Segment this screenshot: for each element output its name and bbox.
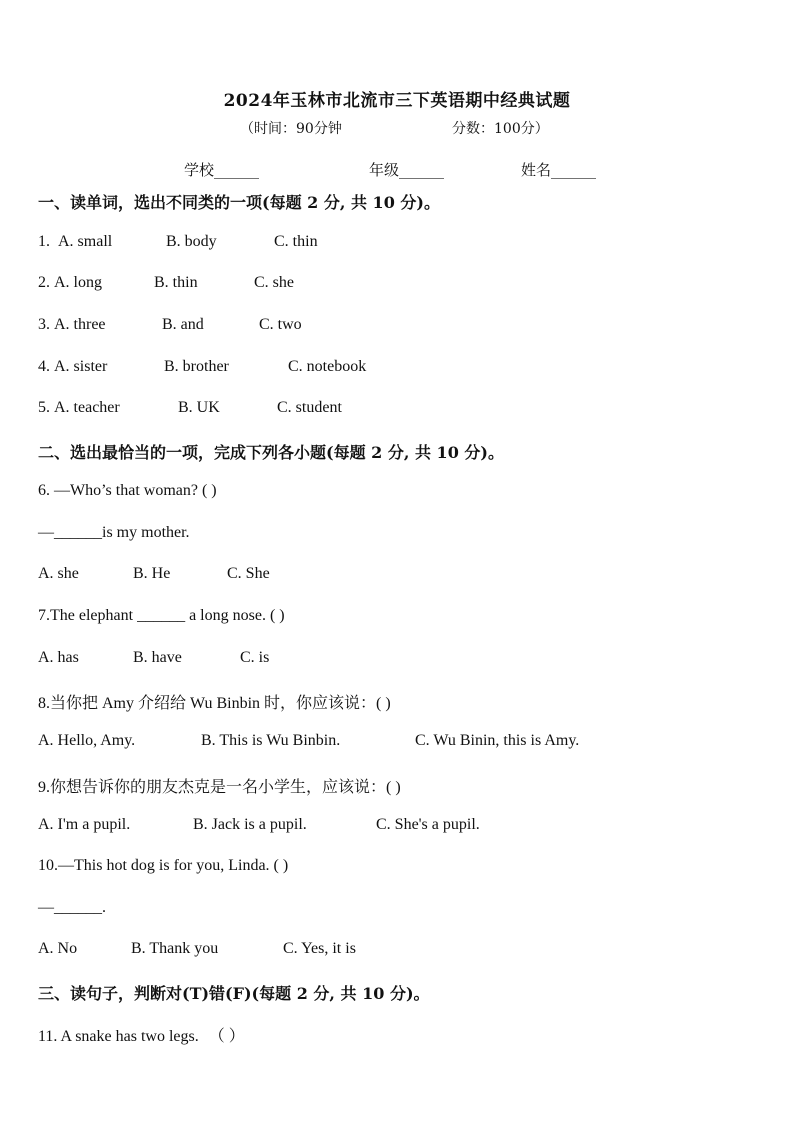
option-c: C. student: [277, 399, 342, 416]
option-c: C. notebook: [288, 358, 367, 375]
option-c: C. Wu Binin, this is Amy.: [415, 732, 580, 749]
option-a: A. three: [54, 316, 106, 333]
option-a: A. teacher: [54, 399, 120, 416]
option-a: A. she: [38, 565, 79, 582]
option-b: B. UK: [178, 399, 220, 416]
school-field: 学校______: [184, 161, 260, 179]
grade-field: 年级______: [369, 161, 445, 179]
option-b: B. thin: [154, 274, 198, 291]
question-6-options: [38, 565, 270, 583]
option-a: A. sister: [54, 358, 108, 375]
question-10-stem: 10.—This hot dog is for you, Linda. ( ): [38, 857, 289, 874]
exam-title: 2024年玉林市北流市三下英语期中经典试题: [223, 91, 571, 111]
question-number: 5.: [38, 399, 50, 416]
question-9-options: [38, 816, 480, 834]
question-6-stem: 6. —Who’s that woman? ( ): [38, 482, 217, 499]
option-b: B. have: [133, 649, 182, 666]
option-c: C. She's a pupil.: [376, 816, 480, 833]
option-b: B. brother: [164, 358, 229, 375]
question-number: 1.: [38, 233, 50, 250]
question-5: [38, 399, 342, 417]
question-8-options: [38, 732, 579, 750]
question-10-options: [38, 940, 356, 958]
option-a: A. has: [38, 649, 79, 666]
question-1: [38, 233, 318, 251]
section-3-heading: 三、读句子，判断对(T)错(F)(每题 2 分, 共 10 分)。: [38, 984, 430, 1003]
question-7-options: [38, 649, 269, 667]
option-c: C. she: [254, 274, 294, 291]
question-3: [38, 316, 302, 334]
option-b: B. Jack is a pupil.: [193, 816, 307, 833]
question-10-blank: —______.: [38, 899, 106, 916]
option-a: A. Hello, Amy.: [38, 732, 136, 749]
name-field: 姓名______: [521, 161, 597, 179]
option-a: A. No: [38, 940, 78, 957]
question-8-stem: 8.当你把 Amy 介绍给 Wu Binbin 时，你应该说：( ): [38, 695, 391, 712]
option-b: B. He: [133, 565, 171, 582]
question-4: [38, 358, 366, 376]
section-1-heading: 一、读单词，选出不同类的一项(每题 2 分, 共 10 分)。: [38, 193, 440, 212]
option-a: A. I'm a pupil.: [38, 816, 131, 833]
section-2-heading: 二、选出最恰当的一项，完成下列各小题(每题 2 分, 共 10 分)。: [38, 443, 504, 462]
question-2: [38, 274, 294, 292]
option-b: B. body: [166, 233, 217, 250]
question-9-stem: 9.你想告诉你的朋友杰克是一名小学生，应该说：( ): [38, 779, 401, 796]
answer-paren: （ ）: [208, 1028, 245, 1045]
exam-score: 分数：100分）: [452, 121, 549, 137]
question-6-blank: —______is my mother.: [38, 524, 190, 541]
option-b: B. Thank you: [131, 940, 219, 957]
question-11: [38, 1023, 245, 1046]
option-c: C. She: [227, 565, 270, 582]
option-b: B. This is Wu Binbin.: [201, 732, 341, 749]
option-a: A. long: [54, 274, 102, 291]
option-c: C. Yes, it is: [283, 940, 356, 957]
option-c: C. thin: [274, 233, 318, 250]
question-7-stem: 7.The elephant ______ a long nose. ( ): [38, 607, 285, 624]
option-c: C. is: [240, 649, 270, 666]
option-b: B. and: [162, 316, 204, 333]
exam-time: （时间：90分钟: [240, 121, 342, 137]
question-number: 2.: [38, 274, 50, 291]
option-a: A. small: [58, 233, 113, 250]
option-c: C. two: [259, 316, 302, 333]
question-number: 4.: [38, 358, 50, 375]
question-number: 3.: [38, 316, 50, 333]
question-11-stem: 11. A snake has two legs.: [38, 1028, 199, 1045]
